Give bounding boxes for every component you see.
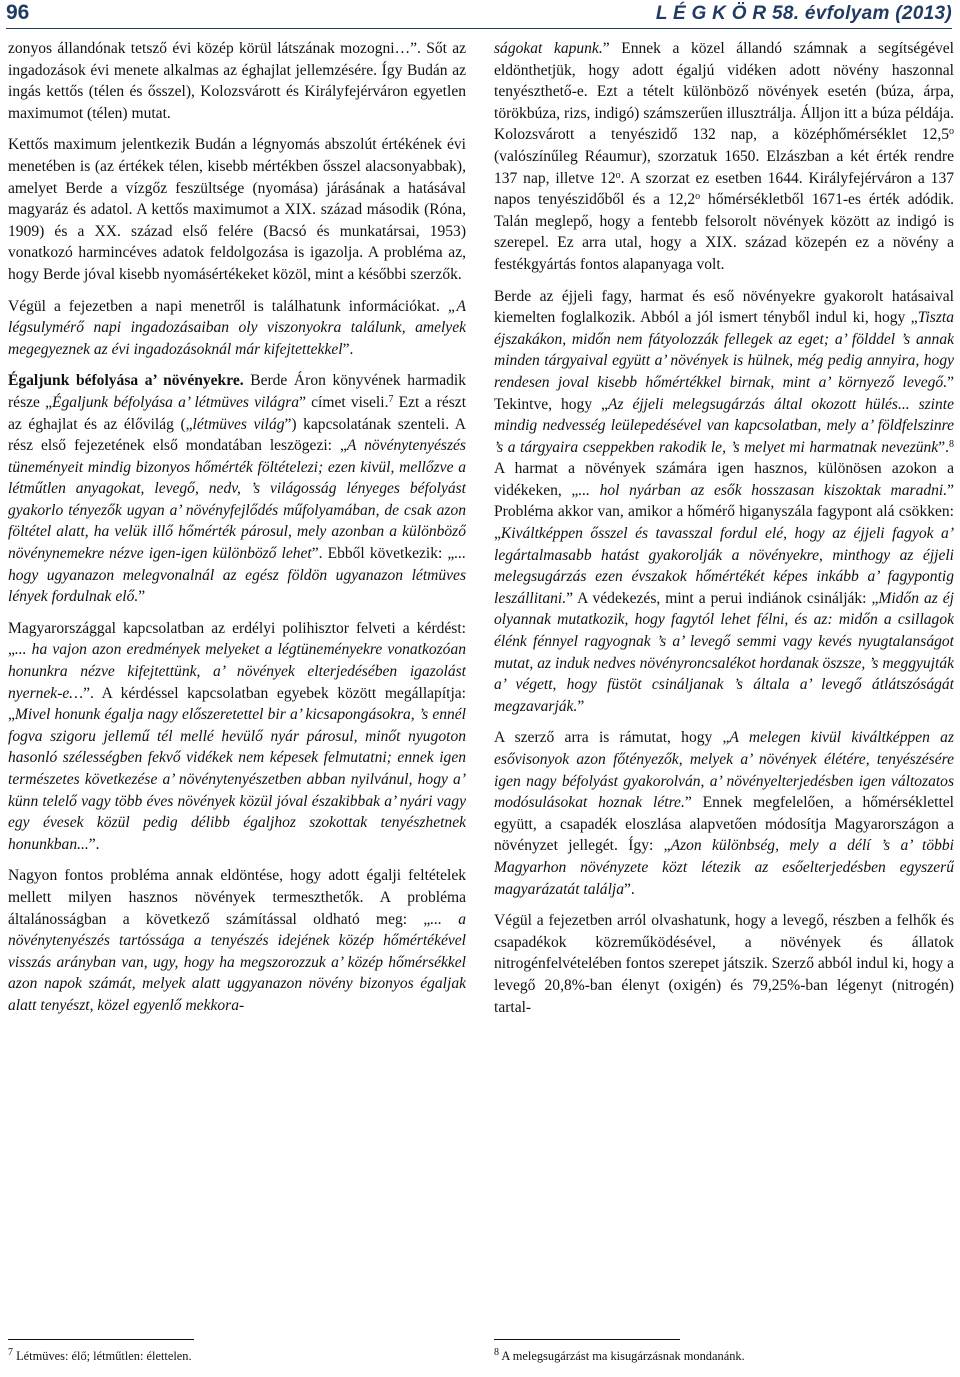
paragraph: Nagyon fontos probléma annak eldöntése, hogy adott égalji feltételek mellett milyen hasznos növények termeszthetők. A probléma általánosságban a következő számítással oldható meg: „... a növénytenyészés tartóssága a tenyészés idejének közép hőmértékével visszás arányban van, ugy, hogy ha megszorozzuk a’ közép hőmérsékkel azon napok számát, melyek alatt uggyanazon növény bizonyos égaljak alatt tenyészt, közel egyenlő mekkora- <box>8 867 466 1014</box>
page-number: 96 <box>6 1 30 24</box>
paragraph: zonyos állandónak tetsző évi közép körül látszának mozogni…”. Sőt az ingadozások évi menete alkalmas az éghajlat jellemzésére. Így Budán az ingás kettős (télen és ősszel), Kolozsvárott és Királyfejérváron egyetlen maximumot (télen) mutat. <box>8 40 466 122</box>
paragraph: Magyarországgal kapcsolatban az erdélyi polihisztor felveti a kérdést: „... ha vajon azon eredmények melyeket a légtüneményekre vonatkozóan honunkra nézve kifejtettünk, a’ növények elterjedésében igazolást nyernek-e…”. A kérdéssel kapcsolatban egyebek között megállapítja: „Mivel honunk égalja nagy előszeretettel bir a’ kicsapongásokra, ’s ennél fogva szigoru jellemű tél mellé hevülő nyár párosul, minőt nyugoton hasonló szélességben fekvő vidékek nem képesek felmutatni; ennek igen természetes következése a’ növénytenyészetben abban nyilvánul, hogy a’ künn telelő vagy több éves növények közül jóval északibbak a’ nyári vagy egy évesek közül pedig délibb égaljhoz szokottak tenyészhetnek honunkban...”. <box>8 619 466 853</box>
paragraph: Végül a fejezetben a napi menetről is találhatunk információkat. „A légsulymérő napi ingadozásaiban oly viszonyokra találunk, amelyek megegyeznek az évi ingadozásoknál már kifejtettekkel”. <box>8 297 466 358</box>
paragraph: A szerző arra is rámutat, hogy „A melegen kivül kiváltképpen az esővisonyok azon főtényezők, melyek a’ növények élétére, tenyészésére igen nagy béfolyást gyakorolván, a’ növényelterjedésben igen változatos modósulásokat hoznak létre.” Ennek megfelelően, a hőmérséklettel együtt, a csapadék eloszlása alapvetően módosítja Magyarországon a növényzet jellegét. Így: „Azon különbség, mely a délí ’s a’ többi Magyarhon növényzete közt létezik az esőelterjedésben egyszerű magyarázatát találja”. <box>494 729 954 898</box>
footnote-divider <box>494 1339 680 1340</box>
footnote-7: $^7$ Létmüves: élő; létműtlen: élettelen. <box>8 1347 192 1363</box>
section-heading: Égaljunk béfolyása a’ növényekre. <box>8 372 244 390</box>
left-column <box>8 38 466 1293</box>
paragraph: Végül a fejezetben arról olvashatunk, hogy a levegő, részben a felhők és csapadékok közreműködésével, a növények és állatok nitrogénfelvételében fontos szerepet játszik. Szerző abból indul ki, hogy a levegő 20,8%-ban élenyt (oxigén) és 79,25%-ban légenyt (nitrogén) tartal- <box>494 912 954 1016</box>
right-column <box>494 38 954 1293</box>
footnote-ref: 8 <box>949 438 954 450</box>
paragraph: ságokat kapunk.” Ennek a közel állandó számnak a segítségével eldönthetjük, hogy adott égaljú vidéken adott növény haszonnal tenyészthető-e. Ezt a tételt különböző növények esetén (búza, árpa, törökbúza, rizs, indigó) számszerűen illusztrálja. Álljon itt a búza példája. Kolozsvárott a tenyészidő 132 nap, a középhőmérséklet 12,5$^o$ (valószínűleg Réaumur), szorzatuk 1650. Elzászban a két érték rendre 137 nap, illetve 12$^o$. A szorzat ez esetben 1644. Királyfejérváron a 137 napos tenyészidőből és a 12,2$^o$ hőmérsékletből 1671-es érték adódik. Talán meglepő, hogy a fentebb felsorolt növények között az indigó is szerepel. Ez arra utal, hogy a XIX. század közepén ez a növény a festékgyártás fontos alapanyaga volt. <box>494 40 954 273</box>
paragraph: Kettős maximum jelentkezik Budán a légnyomás abszolút értékének évi menetében is (az értékek télen, kisebb mértékben ősszel alacsonyabbak), amelyet Berde a vízgőz feszültsége (nyomása) járásának a hatásával magyaráz és adatol. A kettős maximumot a XIX. század második (Róna, 1909) és a XX. század első felére (Bacsó és munkatársai, 1953) vonatkozó harmincéves adatok feldolgozása is igazolja. A probléma az, hogy Berde jóval kisebb nyomásértékeket közöl, mint a későbbi szerzők. <box>8 136 466 283</box>
journal-title: L É G K Ö R 58. évfolyam (2013) <box>655 3 952 24</box>
footnote-ref: 7 <box>388 393 394 405</box>
paragraph: Berde az éjjeli fagy, harmat és eső növényekre gyakorolt hatásaival kiemelten foglalkozik. Abból a jól ismert tényből indul ki, hogy „Tiszta éjszakákon, midőn nem fátyolozzák fellegek az eget; a’ földdel ’s annak minden tárgyaival együtt a’ növények is hülnek, még pedig annyira, hogy rendesen joval kisebb hőmértékkel birnak, mint a’ környező levegő.” Tekintve, hogy „Az éjjeli melegsugárzás által okozott hülés... szinte mindig nedvesség leülepedésével van kapcsolatban, mely a’ földfelszinre ’s a tárgyaira cseppekben rakodik le, ’s melyet mi harmatnak nevezünk”.$^8$ A harmat a növények számára igen hasznos, különösen azokon a vidékeken, „... hol nyárban az esők hosszasan kiszoktak maradni.” Probléma akkor van, amikor a hőmérő higanyszála fagypont alá csökken: „Kiváltképpen ősszel és tavasszal fordul elé, hogy az éjjeli fagyok a’ legártalmasabb hatást gyakorolják a növényekre, minthogy az éjjeli melegsugárzás ezen évszakok hőmértékét képes inkább a’ fagypontig leszállitani.” A védekezés, mint a perui indiánok csinálják: „Midőn az éj olyannak mutatkozik, hogy fagytól lehet félni, és az: midőn a csillagok élénk fénnyel ragyognak ’s a’ levegő semmi vagy kevés nyugtalanságot mutat, az induk nedves növényroncsalékot hordanak öszsze, ’s meggyujták a’ végett, hogy füstöt csináljanak ’s általa a’ levegő átlátszóságát megzavarják.” <box>494 287 954 715</box>
page-header <box>6 0 952 29</box>
footnote-8: $^8$ A melegsugárzást ma kisugárzásnak mondanánk. <box>494 1347 745 1363</box>
footnote-divider <box>8 1339 194 1340</box>
paragraph: Égaljunk béfolyása a’ növényekre. Berde Áron könyvének harmadik része „Égaljunk béfolyása a’ létmüves világra” címet viseli.$^7$ Ezt a részt az éghajlat és az élővilág („létmüves világ”) kapcsolatának szenteli. A rész első fejezetének első mondatában leszögezi: „A növénytenyészés tüneményeit mindig bizonyos hőmérték föltételezi; ezen kivül, mellőzve a létműtlen anyagokat, levegő, nedv, ’s világosság lényeges béfolyást gyakorlo tényezők ugyan a’ növényfejlődés műfolyamában, de csak azon föltétel alatt, ha velük illő hőmérték párosul, mely azonban a különböző növénynemekre nézve igen-igen különböző lehet”. Ebből következik: „... hogy ugyanazon melegvonalnál az egész földön ugyanazon létmüves lények fordulnak elő.” <box>8 372 466 606</box>
